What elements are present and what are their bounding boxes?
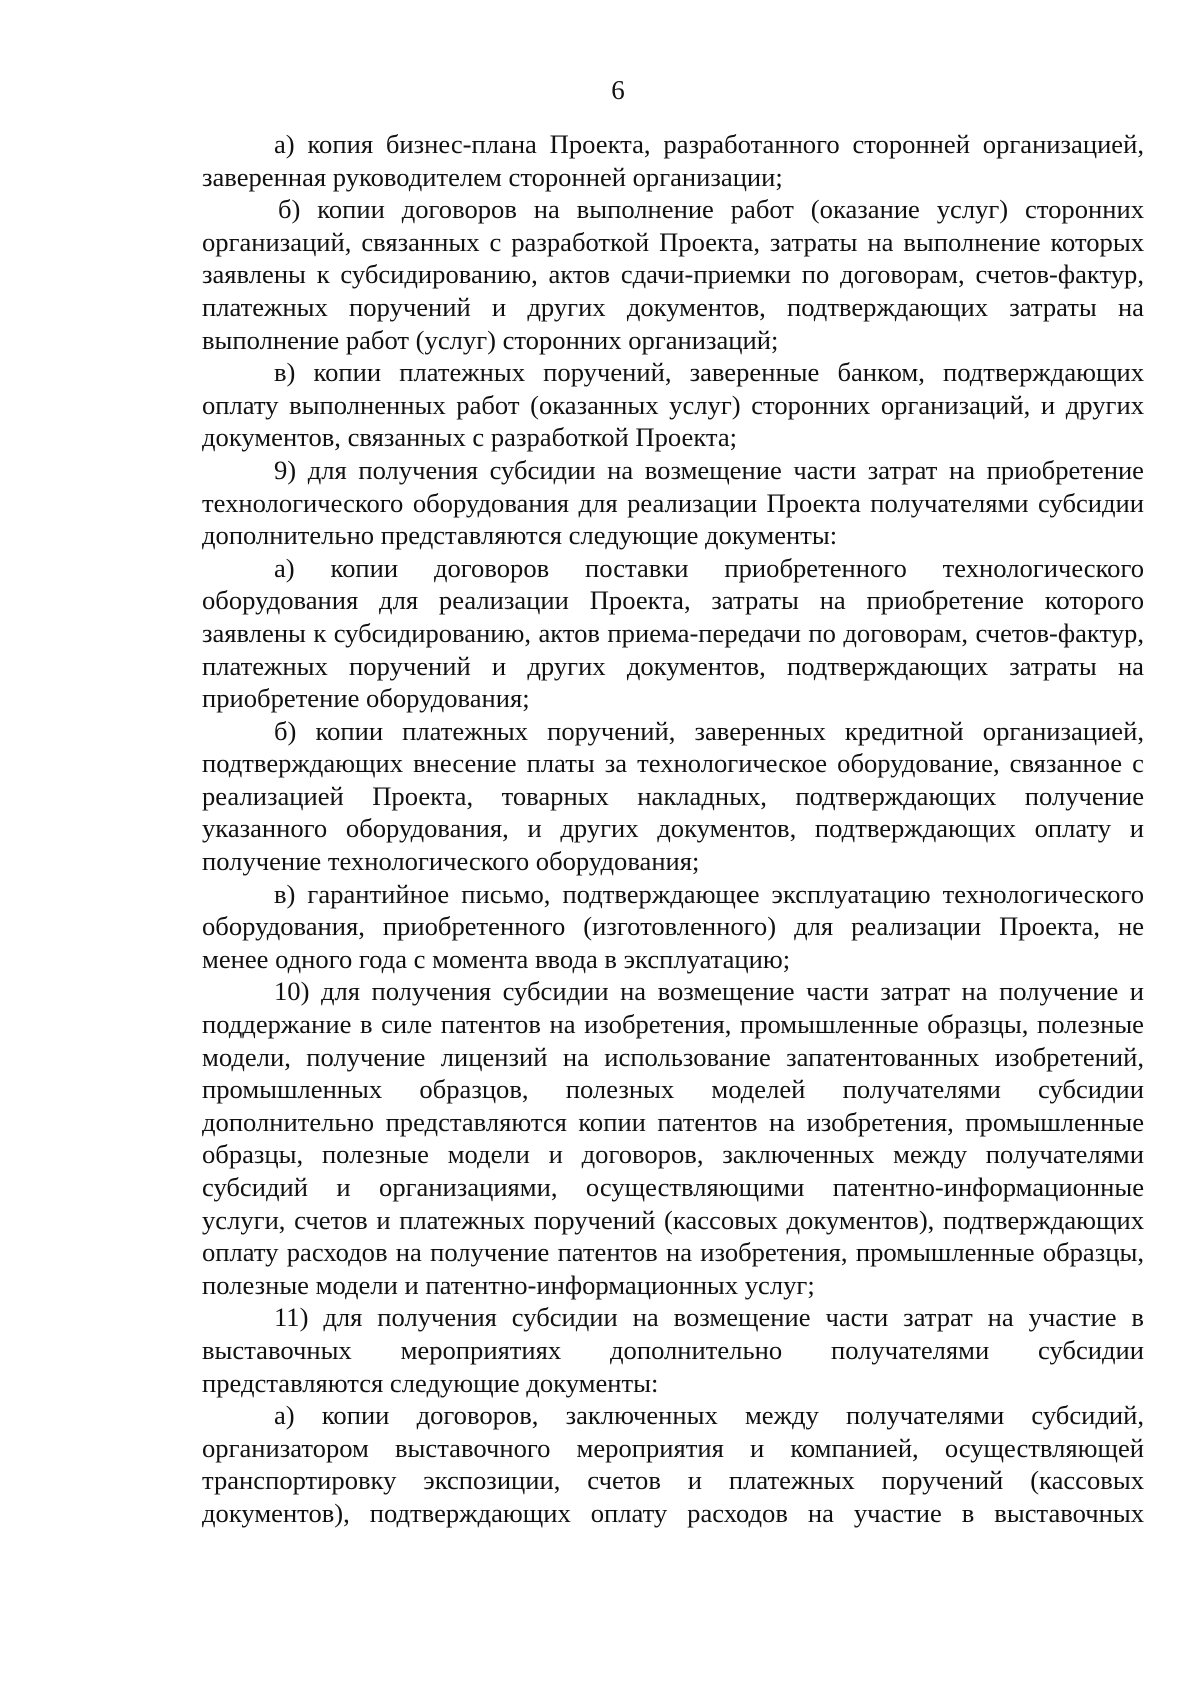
paragraph-8a-business-plan: а) копия бизнес-плана Проекта, разработанного сторонней организацией, заверенная руководителем сторонней организации; [202,129,1144,192]
paragraph-9a-supply-contracts: а) копии договоров поставки приобретенного технологического оборудования для реализации Проекта, затраты на приобретение которого заявлены к субсидированию, актов приема-передачи по договорам, счетов-фактур, платежных поручений и других документов, подтверждающих затраты на приобретение оборудования; [202,552,1144,714]
paragraph-9v-guarantee-letter: в) гарантийное письмо, подтверждающее эксплуатацию технологического оборудования, приобретенного (изготовленного) для реализации Проекта, не менее одного года с момента ввода в эксплуатацию; [202,878,1144,974]
paragraph-9b-payment-orders: б) копии платежных поручений, заверенных кредитной организацией, подтверждающих внесение платы за технологическое оборудование, связанное с реализацией Проекта, товарных накладных, подтверждающих получение указанного оборудования, и других документов, подтверждающих оплату и получение технологического оборудования; [202,715,1144,877]
paragraph-8v-payment-orders: в) копии платежных поручений, заверенные банком, подтверждающих оплату выполненных работ (оказанных услуг) сторонних организаций, и других документов, связанных с разработкой Проекта; [202,357,1144,453]
paragraph-11-exhibitions: 11) для получения субсидии на возмещение части затрат на участие в выставочных мероприятиях дополнительно получателями субсидии представляются следующие документы: [202,1302,1144,1398]
paragraph-8b-contracts: б) копии договоров на выполнение работ (оказание услуг) сторонних организаций, связанных с разработкой Проекта, затраты на выполнение которых заявлены к субсидированию, актов сдачи-приемки по договорам, счетов-фактур, платежных поручений и других документов, подтверждающих затраты на выполнение работ (услуг) сторонних организаций; [202,194,1144,355]
page-number: 6 [611,75,625,105]
paragraph-9-equipment: 9) для получения субсидии на возмещение части затрат на приобретение технологического оборудования для реализации Проекта получателями субсидии дополнительно представляются следующие документы: [202,454,1144,551]
paragraph-11a-contracts: а) копии договоров, заключенных между получателями субсидий, организатором выставочного мероприятия и компанией, осуществляющей транспортировку экспозиции, счетов и платежных поручений (кассовых документов), подтверждающих оплату расходов на участие в выставочных [202,1400,1144,1528]
paragraph-10-patents: 10) для получения субсидии на возмещение части затрат на получение и поддержание в силе патентов на изобретения, промышленные образцы, полезные модели, получение лицензий на использование запатентованных изобретений, промышленных образцов, полезных моделей получателями субсидии дополнительно представляются копии патентов на изобретения, промышленные образцы, полезные модели и договоров, заключенных между получателями субсидий и организациями, осуществляющими патентно-информационные услуги, счетов и платежных поручений (кассовых документов), подтверждающих оплату расходов на получение патентов на изобретения, промышленные образцы, полезные модели и патентно-информационных услуг; [202,976,1144,1300]
document-body [202,128,1144,1530]
